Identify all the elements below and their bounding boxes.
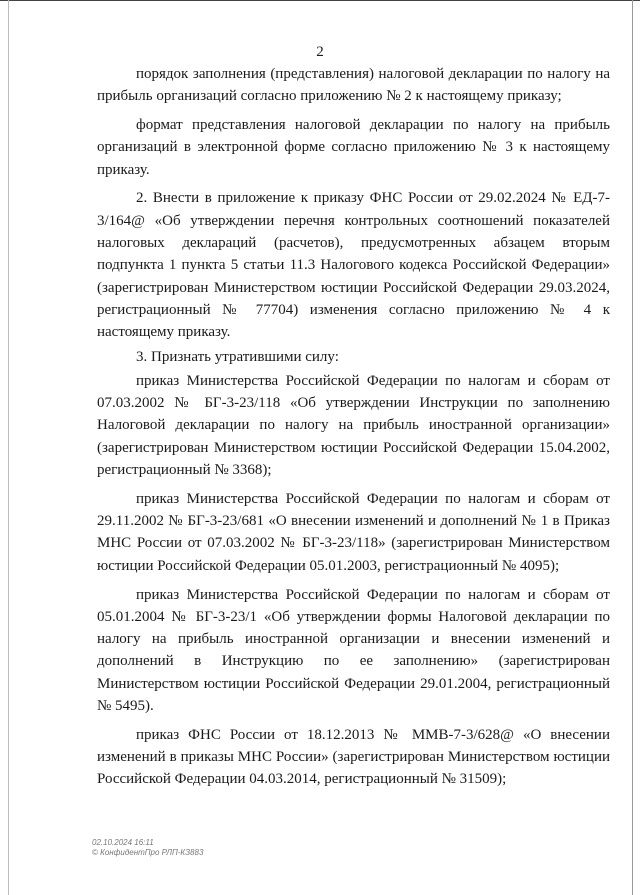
document-footer (92, 838, 203, 858)
page-number: 2 (316, 44, 324, 60)
footer-source: © КонфидентПро РЛП-КЗ883 (92, 848, 204, 857)
scan-edge-top (0, 0, 640, 1)
paragraph: приказ Министерства Российской Федерации по налогам и сборам от 29.11.2002 № БГ-3-23/681 «О внесении изменений и дополнений № 1 в Приказ МНС России от 07.03.2002 № БГ-3-23/118» (зарегистрирован Министерством юстиции Российской Федерации 05.01.2003, регистрационный № 4095); (97, 490, 610, 574)
paragraph: приказ Министерства Российской Федерации по налогам и сборам от 05.01.2004 № БГ-3-23/1 «Об утверждении формы Налоговой декларации по налогу на прибыль иностранной организации и внесении изменений и дополнений в Инструкцию по ее заполнению» (зарегистрирован Министерством юстиции Российской Федерации 29.01.2004, регистрационный № 5495). (97, 586, 610, 715)
scan-edge-right (632, 0, 633, 895)
paragraph: 3. Признать утратившими силу: (136, 348, 339, 365)
scan-edge-left (8, 0, 9, 895)
footer-timestamp: 02.10.2024 16:11 (92, 838, 154, 847)
paragraph: 2. Внести в приложение к приказу ФНС России от 29.02.2024 № ЕД-7-3/164@ «Об утверждении перечня контрольных соотношений показателей налоговых деклараций (расчетов), предусмотренных абзацем вторым подпункта 1 пункта 5 статьи 11.3 Налогового кодекса Российской Федерации» (зарегистрирован Министерством юстиции Российской Федерации 29.03.2024, регистрационный № 77704) изменения согласно приложению № 4 к настоящему приказу. (97, 190, 610, 341)
paragraph: порядок заполнения (представления) налоговой декларации по налогу на прибыль организаций согласно приложению № 2 к настоящему приказу; (97, 66, 610, 105)
paragraph: формат представления налоговой декларации по налогу на прибыль организаций в электронной форме согласно приложению № 3 к настоящему приказу. (97, 117, 610, 178)
paragraph: приказ ФНС России от 18.12.2013 № ММВ-7-3/628@ «О внесении изменений в приказы МНС России» (зарегистрирован Министерством юстиции Российской Федерации 04.03.2014, регистрационный № 31509); (97, 726, 610, 788)
paragraph: приказ Министерства Российской Федерации по налогам и сборам от 07.03.2002 № БГ-3-23/118 «Об утверждении Инструкции по заполнению Налоговой декларации по налогу на прибыль иностранной организации» (зарегистрирован Министерством юстиции Российской Федерации 15.04.2002, регистрационный № 3368); (97, 372, 610, 479)
document-body (97, 63, 610, 797)
